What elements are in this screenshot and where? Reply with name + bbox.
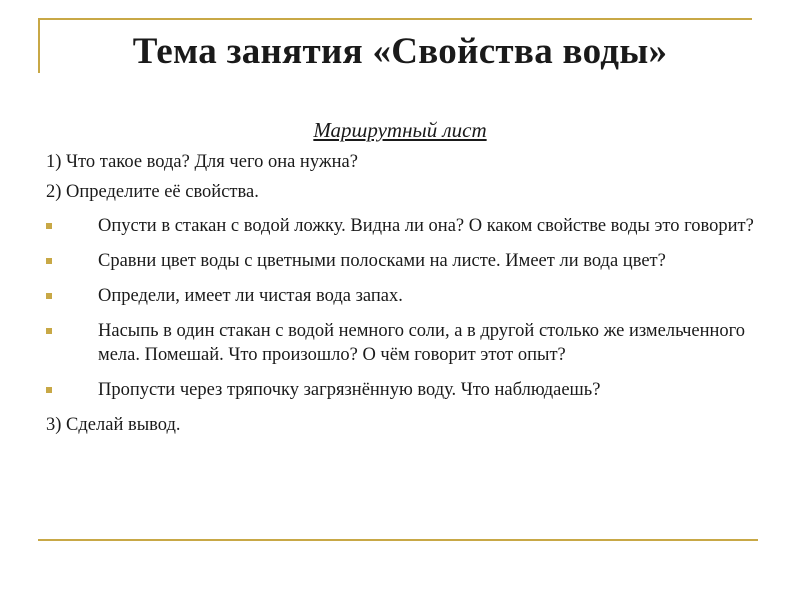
bullet-item (46, 284, 756, 308)
square-bullet-icon (46, 387, 52, 393)
frame-bottom-line (38, 539, 758, 541)
frame-top-line (38, 18, 752, 20)
square-bullet-icon (46, 328, 52, 334)
bullet-item (46, 378, 756, 402)
slide-subtitle: Маршрутный лист (313, 118, 487, 142)
conclusion: 3) Сделай вывод. (46, 415, 181, 435)
bullet-text: Сравни цвет воды с цветными полосками на листе. Имеет ли вода цвет? (98, 251, 666, 271)
step-1: 1) Что такое вода? Для чего она нужна? (46, 152, 358, 172)
step-2: 2) Определите её свойства. (46, 182, 259, 202)
bullet-item (46, 214, 756, 238)
bullet-text: Опусти в стакан с водой ложку. Видна ли она? О каком свойстве воды это говорит? (98, 216, 754, 236)
bullet-text: Определи, имеет ли чистая вода запах. (98, 286, 403, 306)
bullet-item (46, 319, 756, 367)
bullet-text: Пропусти через тряпочку загрязнённую воду. Что наблюдаешь? (98, 380, 601, 400)
bullet-text: Насыпь в один стакан с водой немного соли, а в другой столько же измельченного мела. Помешай. Что произошло? О чём говорит этот опыт? (98, 321, 746, 365)
slide-body (46, 150, 756, 443)
square-bullet-icon (46, 293, 52, 299)
bullet-item (46, 249, 756, 273)
square-bullet-icon (46, 223, 52, 229)
square-bullet-icon (46, 258, 52, 264)
slide-title: Тема занятия «Свойства воды» (132, 31, 668, 72)
